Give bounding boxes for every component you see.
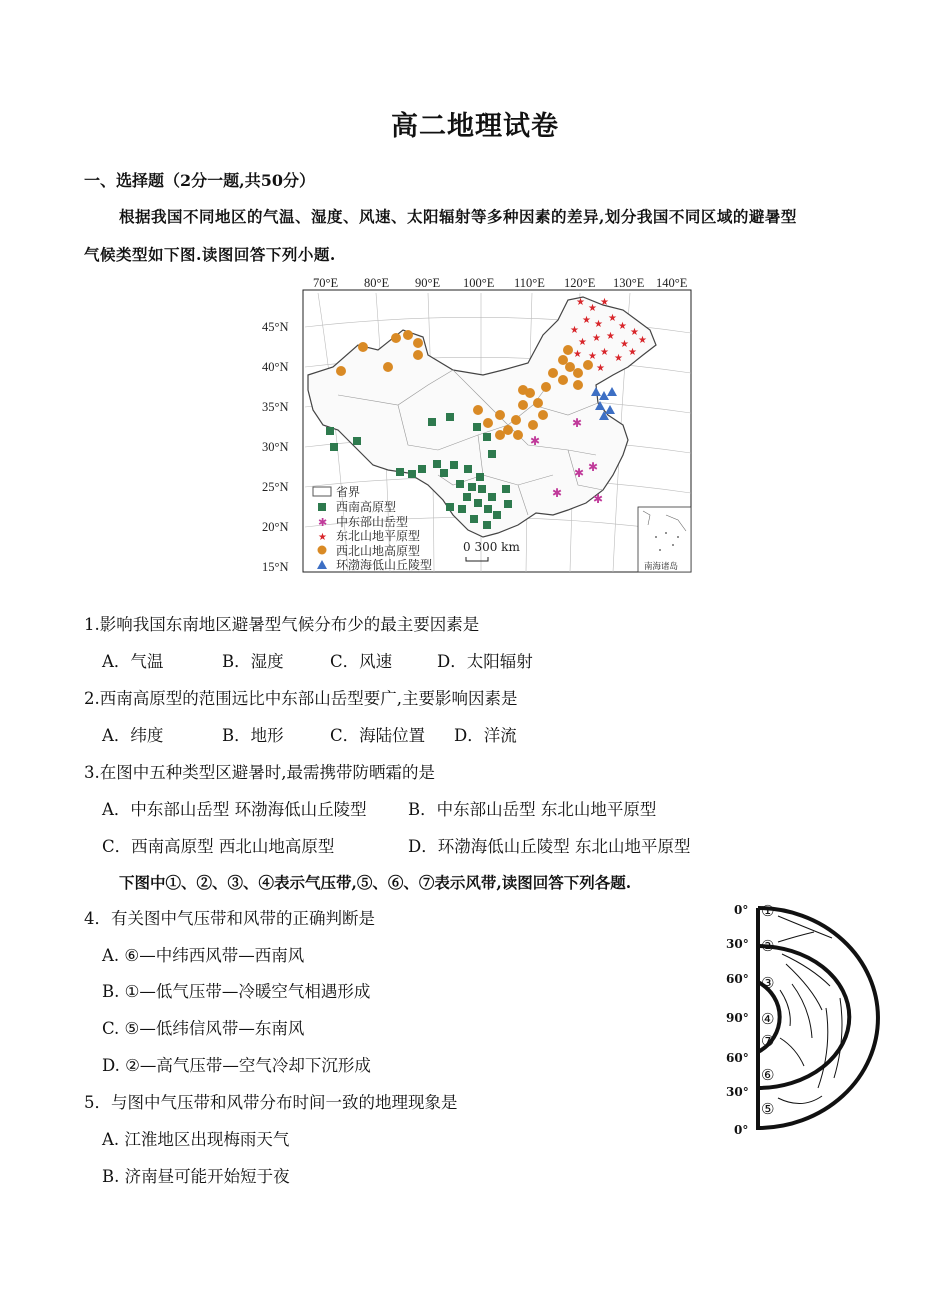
q2-option-a: A．纬度	[102, 726, 164, 745]
svg-text:★: ★	[570, 325, 579, 336]
legend-label: 西南高原型	[336, 500, 397, 514]
q1-option-b: B．湿度	[222, 652, 284, 671]
lat-label: 60°	[726, 972, 749, 986]
svg-text:✱: ✱	[588, 460, 599, 474]
q2-stem: 2.西南高原型的范围远比中东部山岳型要广,主要影响因素是	[84, 689, 518, 708]
q3-option-c: C．西南高原型 西北山地高原型	[102, 837, 335, 856]
svg-text:★: ★	[638, 335, 647, 346]
belt-label: ⑦	[761, 1032, 775, 1050]
belt-label: ②	[761, 937, 775, 955]
lat-label: 25°N	[262, 480, 289, 494]
lon-label: 110°E	[514, 276, 545, 290]
legend-label: 省界	[336, 485, 361, 499]
svg-text:★: ★	[578, 337, 587, 348]
belt-label: ④	[761, 1010, 775, 1028]
lon-label: 120°E	[564, 276, 596, 290]
section-heading: 一、选择题（2分一题,共50分）	[84, 171, 315, 190]
svg-text:★: ★	[600, 297, 609, 308]
lat-label: 90°	[726, 1011, 749, 1025]
lon-label: 140°E	[656, 276, 688, 290]
legend-label: 西北山地高原型	[336, 544, 421, 558]
q1-option-c: C．风速	[330, 652, 393, 671]
legend-label: 环渤海低山丘陵型	[336, 558, 433, 572]
legend-label: 东北山地平原型	[336, 529, 421, 543]
svg-text:★: ★	[628, 347, 637, 358]
q5-option-a: A. 江淮地区出现梅雨天气	[102, 1130, 290, 1149]
lat-label: 30°	[726, 937, 749, 951]
q1-option-d: D．太阳辐射	[437, 652, 533, 671]
svg-text:★: ★	[588, 351, 597, 362]
inset-label: 南海诸岛	[644, 562, 679, 572]
lat-label: 30°	[726, 1085, 749, 1099]
belt-label: ①	[761, 902, 775, 920]
q2-option-c: C．海陆位置	[330, 726, 426, 745]
svg-text:★: ★	[630, 327, 639, 338]
svg-text:★: ★	[618, 321, 627, 332]
q5-stem: 5．与图中气压带和风带分布时间一致的地理现象是	[84, 1093, 458, 1112]
svg-text:★: ★	[588, 303, 597, 314]
q4-option-c: C. ⑤—低纬信风带—东南风	[102, 1019, 305, 1038]
svg-text:★: ★	[594, 319, 603, 330]
belt-label: ⑤	[761, 1100, 775, 1118]
intro-line-2: 气候类型如下图.读图回答下列小题.	[84, 245, 336, 264]
svg-text:✱: ✱	[574, 466, 585, 480]
lat-label: 0°	[734, 1123, 749, 1137]
legend-label: 中东部山岳型	[336, 515, 409, 529]
q4-option-d: D. ②—高气压带—空气冷却下沉形成	[102, 1056, 371, 1075]
svg-text:★: ★	[596, 363, 605, 374]
svg-text:★: ★	[606, 331, 615, 342]
q3-option-a: A．中东部山岳型 环渤海低山丘陵型	[102, 800, 367, 819]
q2-option-d: D．洋流	[454, 726, 517, 745]
svg-text:★: ★	[600, 347, 609, 358]
svg-text:★: ★	[614, 353, 623, 364]
lat-label: 45°N	[262, 320, 289, 334]
q4-option-a: A. ⑥—中纬西风带—西南风	[102, 946, 305, 965]
lat-label: 40°N	[262, 360, 289, 374]
svg-text:✱: ✱	[552, 486, 563, 500]
pressure-wind-belt-diagram	[722, 898, 892, 1140]
svg-text:★: ★	[573, 349, 582, 360]
south-sea-inset	[638, 507, 691, 572]
lon-label: 100°E	[463, 276, 495, 290]
lon-label: 130°E	[613, 276, 645, 290]
svg-text:★: ★	[592, 333, 601, 344]
q1-stem: 1.影响我国东南地区避暑型气候分布少的最主要因素是	[84, 615, 480, 634]
intro-line-1: 根据我国不同地区的气温、湿度、风速、太阳辐射等多种因素的差异,划分我国不同区域的避暑型	[119, 207, 797, 226]
svg-text:★: ★	[318, 532, 327, 543]
q3-option-d: D．环渤海低山丘陵型 东北山地平原型	[408, 837, 691, 856]
lat-label: 15°N	[262, 560, 289, 574]
q1-option-a: A．气温	[102, 652, 164, 671]
intro-2: 下图中①、②、③、④表示气压带,⑤、⑥、⑦表示风带,读图回答下列各题.	[119, 873, 632, 892]
map-scale: 0 300 km	[463, 540, 520, 554]
lat-label: 30°N	[262, 440, 289, 454]
q4-option-b: B. ①—低气压带—冷暖空气相遇形成	[102, 982, 371, 1001]
svg-text:✱: ✱	[530, 434, 541, 448]
lon-label: 80°E	[364, 276, 390, 290]
q3-stem: 3.在图中五种类型区避暑时,最需携带防晒霜的是	[84, 763, 435, 782]
lon-label: 70°E	[313, 276, 339, 290]
svg-text:★: ★	[608, 313, 617, 324]
lat-label: 20°N	[262, 520, 289, 534]
lat-label: 35°N	[262, 400, 289, 414]
belt-label: ⑥	[761, 1066, 775, 1084]
belt-label: ③	[761, 974, 775, 992]
outer-arc	[758, 908, 878, 1128]
svg-text:★: ★	[576, 297, 585, 308]
page-title: 高二地理试卷	[391, 111, 559, 142]
svg-text:✱: ✱	[572, 416, 583, 430]
summer-climate-map	[262, 275, 696, 575]
q5-option-b: B. 济南昼可能开始短于夜	[102, 1167, 290, 1186]
svg-text:★: ★	[582, 315, 591, 326]
lat-label: 60°	[726, 1051, 749, 1065]
q3-option-b: B．中东部山岳型 东北山地平原型	[408, 800, 657, 819]
q2-option-b: B．地形	[222, 726, 284, 745]
svg-text:✱: ✱	[593, 492, 604, 506]
lon-label: 90°E	[415, 276, 441, 290]
lat-label: 0°	[734, 903, 749, 917]
svg-text:★: ★	[620, 339, 629, 350]
q4-stem: 4．有关图中气压带和风带的正确判断是	[84, 909, 375, 928]
svg-text:✱: ✱	[318, 516, 328, 529]
